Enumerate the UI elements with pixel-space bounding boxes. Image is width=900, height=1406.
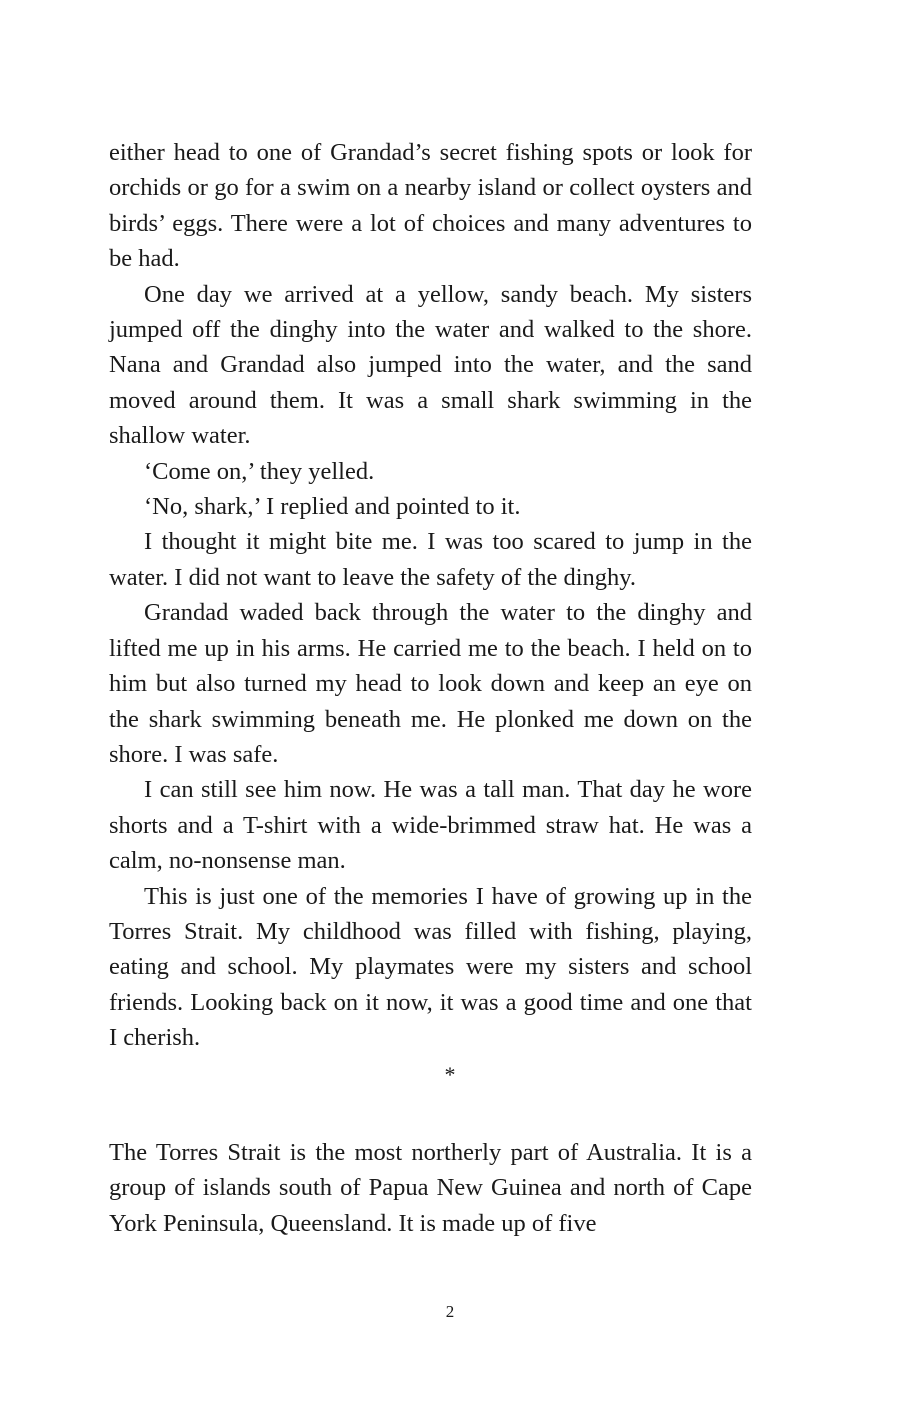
paragraph-grandad-carried: Grandad waded back through the water to the dinghy and lifted me up in his arms. He carried me to the beach. I held on to him but also turned my head to look down and keep an eye on the shark swimming beneath me. He plonked me down on the shore. I was safe. xyxy=(109,599,752,768)
after-break-text-block xyxy=(109,1135,752,1241)
section-break: * xyxy=(444,1062,456,1087)
paragraph-torres-strait: The Torres Strait is the most northerly part of Australia. It is a group of islands south of Papua New Guinea and north of Cape York Peninsula, Queensland. It is made up of five xyxy=(109,1139,752,1237)
paragraph-scared: I thought it might bite me. I was too scared to jump in the water. I did not want to leave the safety of the dinghy. xyxy=(109,528,752,591)
page-number: 2 xyxy=(445,1302,455,1321)
paragraph-come-on: ‘Come on,’ they yelled. xyxy=(144,457,375,485)
paragraph-beach-arrival: One day we arrived at a yellow, sandy beach. My sisters jumped off the dinghy into the water and walked to the shore. Nana and Grandad also jumped into the water, and the sand moved around them. It was a small shark swimming in the shallow water. xyxy=(109,280,752,450)
paragraph-continuation: either head to one of Grandad’s secret fishing spots or look for orchids or go for a swim on a nearby island or collect oysters and birds’ eggs. There were a lot of choices and many adventures to be had. xyxy=(109,139,752,273)
paragraph-memories: This is just one of the memories I have of growing up in the Torres Strait. My childhood was filled with fishing, playing, eating and school. My playmates were my sisters and school friends. Looking back on it now, it was a good time and one that I cherish. xyxy=(109,882,752,1052)
main-text-block xyxy=(109,135,752,1056)
paragraph-tall-man: I can still see him now. He was a tall man. That day he wore shorts and a T-shirt with a wide-brimmed straw hat. He was a calm, no-nonsense man. xyxy=(109,776,752,875)
paragraph-no-shark: ‘No, shark,’ I replied and pointed to it. xyxy=(144,493,521,521)
